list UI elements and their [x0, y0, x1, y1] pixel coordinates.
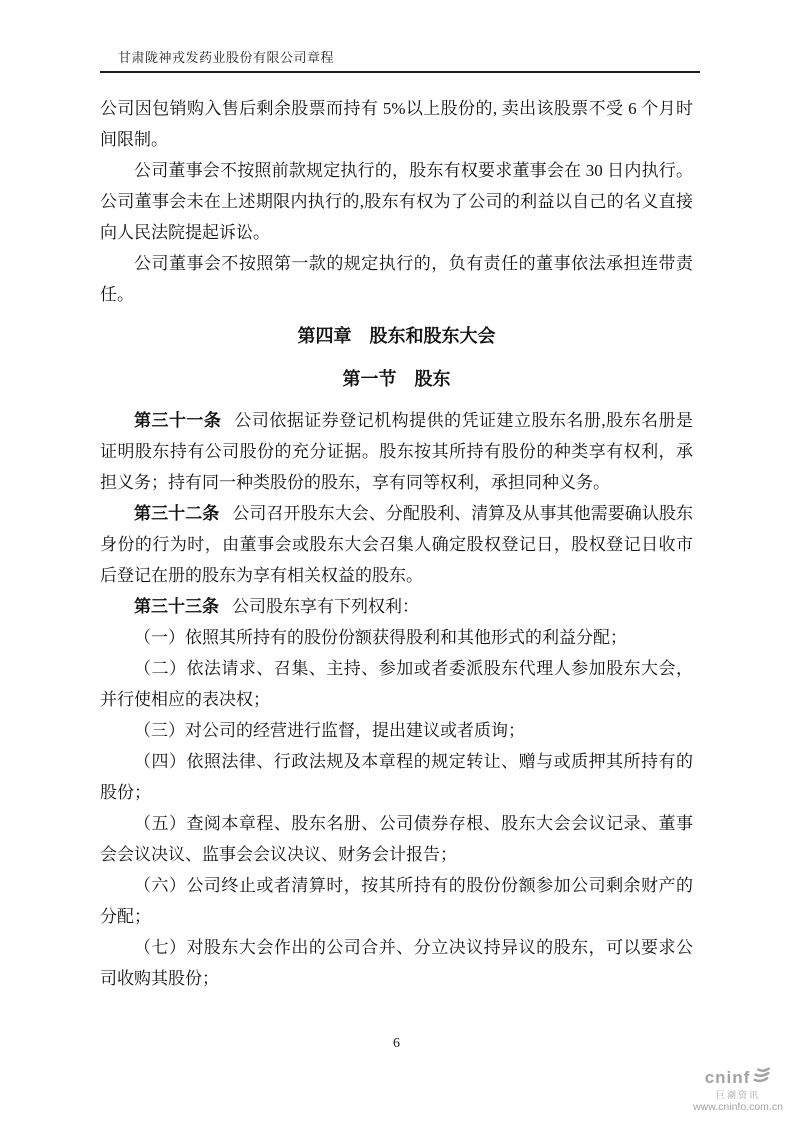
cninfo-brand-row	[688, 1066, 788, 1090]
cninfo-url: www.cninfo.com.cn	[693, 1101, 783, 1113]
cninfo-swirl-icon	[752, 1066, 771, 1090]
article-33-text: 公司股东享有下列权利：	[232, 597, 419, 616]
page-header	[100, 0, 700, 73]
cninfo-brand-text: cninf	[704, 1068, 751, 1087]
section-heading: 第一节 股东	[342, 369, 451, 389]
cninfo-caption: 巨潮资讯	[715, 1090, 760, 1100]
rights-item-6: （六）公司终止或者清算时，按其所持有的股份份额参加公司剩余财产的分配；	[100, 876, 693, 926]
rights-item-4: （四）依照法律、行政法规及本章程的规定转让、赠与或质押其所持有的股份；	[100, 752, 693, 802]
chapter-heading: 第四章 股东和股东大会	[297, 326, 496, 346]
article-31	[100, 405, 693, 498]
paragraph-director-liability: 公司董事会不按照第一款的规定执行的，负有责任的董事依法承担连带责任。	[100, 254, 693, 304]
article-33	[100, 591, 693, 622]
article-31-number: 第三十一条	[134, 411, 222, 430]
rights-item-7: （七）对股东大会作出的公司合并、分立决议持异议的股东，可以要求公司收购其股份；	[100, 938, 693, 988]
rights-item-5: （五）查阅本章程、股东名册、公司债券存根、股东大会会议记录、董事会会议决议、监事会会议决议、财务会计报告；	[100, 814, 693, 864]
rights-item-3: （三）对公司的经营进行监督，提出建议或者质询；	[134, 721, 525, 740]
paragraph-carryover: 公司因包销购入售后剩余股票而持有 5%以上股份的, 卖出该股票不受 6 个月时间限制。	[100, 99, 693, 149]
paragraph-board-execution: 公司董事会不按照前款规定执行的，股东有权要求董事会在 30 日内执行。公司董事会未在上述期限内执行的,股东有权为了公司的利益以自己的名义直接向人民法院提起诉讼。	[100, 161, 693, 242]
page-number: 6	[393, 1036, 400, 1051]
article-32-number: 第三十二条	[134, 504, 220, 523]
cninfo-logo	[688, 1066, 788, 1114]
rights-item-2: （二）依法请求、召集、主持、参加或者委派股东代理人参加股东大会，并行使相应的表决权；	[100, 659, 693, 709]
article-33-number: 第三十三条	[134, 597, 219, 616]
rights-item-1: （一）依照其所持有的股份份额获得股利和其他形式的利益分配；	[134, 628, 627, 647]
document-body	[100, 93, 693, 994]
article-32-text: 公司召开股东大会、分配股利、清算及从事其他需要确认股东身份的行为时，由董事会或股东大会召集人确定股权登记日，股权登记日收市后登记在册的股东为享有相关权益的股东。	[100, 504, 694, 585]
article-32	[100, 498, 693, 591]
document-title: 甘肃陇神戎发药业股份有限公司章程	[118, 50, 335, 65]
article-31-text: 公司依据证券登记机构提供的凭证建立股东名册,股东名册是证明股东持有公司股份的充分证据。股东按其所持有股份的种类享有权利，承担义务；持有同一种类股份的股东，享有同等权利，承担同种义务。	[100, 411, 694, 492]
